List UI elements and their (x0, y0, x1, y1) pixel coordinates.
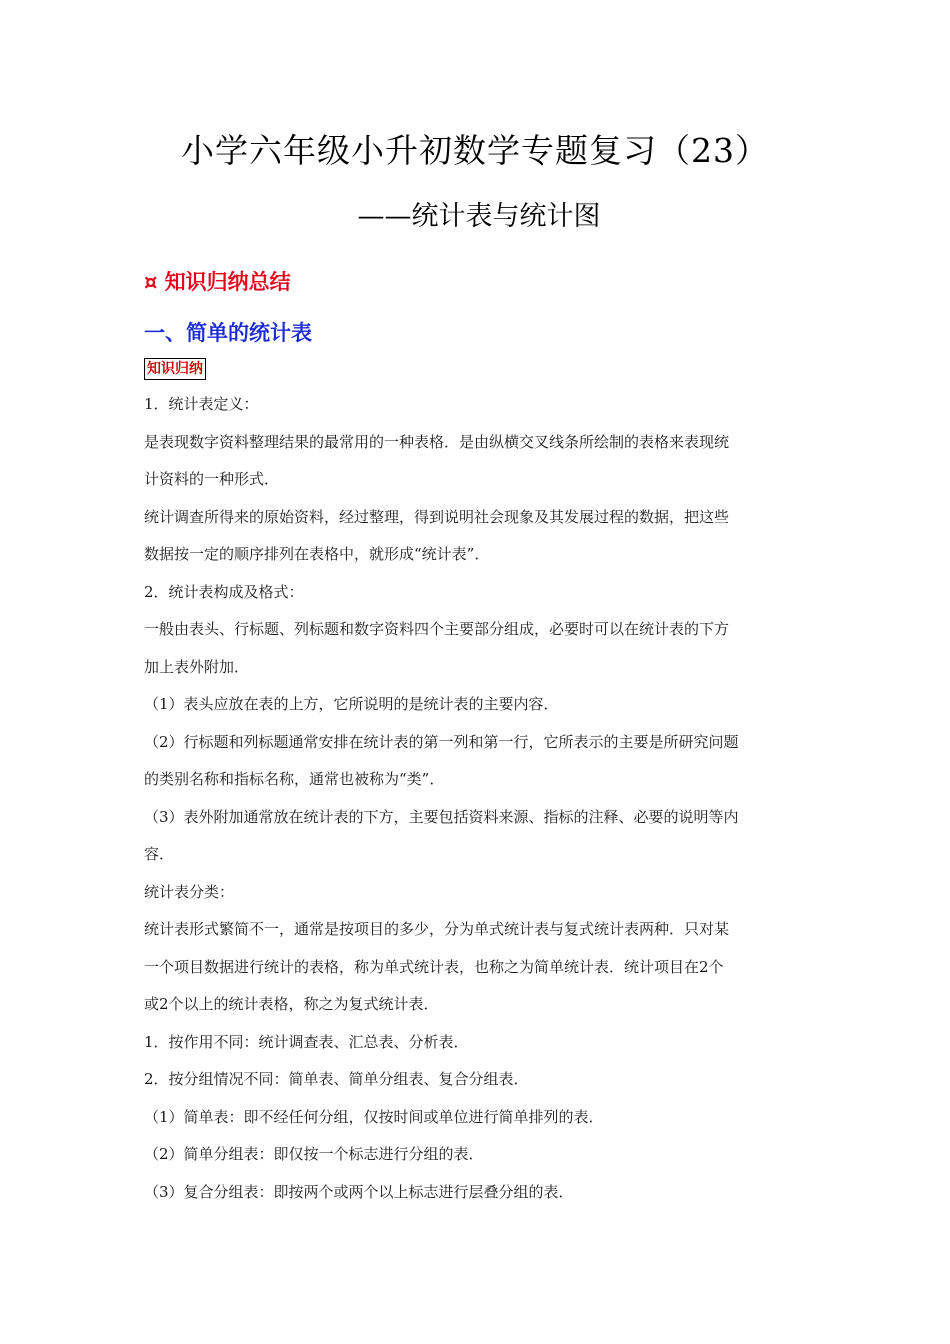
text-line: （2）行标题和列标题通常安排在统计表的第一列和第一行，它所表示的主要是所研究问题 (144, 732, 739, 751)
knowledge-tag: 知识归纳 (144, 358, 206, 380)
text-line: 计资料的一种形式． (144, 470, 280, 488)
body-text (144, 390, 812, 1215)
text-line: 是表现数字资料整理结果的最常用的一种表格．是由纵横交叉线条所绘制的表格来表现统 (144, 432, 730, 451)
text-line: 一个项目数据进行统计的表格，称为单式统计表，也称之为简单统计表．统计项目在2个 (144, 957, 724, 976)
text-line: 一般由表头、行标题、列标题和数字资料四个主要部分组成，必要时可以在统计表的下方 (144, 620, 730, 638)
text-line: 统计表分类： (144, 882, 235, 901)
section-header: ¤ 知识归纳总结 (144, 270, 291, 294)
text-line: 容． (144, 845, 175, 863)
text-line: 加上表外附加． (144, 657, 250, 676)
text-line: 1．按作用不同：统计调查表、汇总表、分析表． (144, 1032, 469, 1051)
section-title: 一、简单的统计表 (144, 321, 312, 345)
text-line: 或2个以上的统计表格，称之为复式统计表． (144, 995, 439, 1013)
text-line: （2）简单分组表：即仅按一个标志进行分组的表． (144, 1145, 484, 1163)
text-line: 统计调查所得来的原始资料，经过整理，得到说明社会现象及其发展过程的数据，把这些 (144, 507, 730, 526)
text-line: （1）表头应放在表的上方，它所说明的是统计表的主要内容． (144, 695, 559, 713)
text-line: （3）复合分组表：即按两个或两个以上标志进行层叠分组的表． (144, 1182, 574, 1201)
text-line: 1．统计表定义： (144, 395, 259, 413)
text-line: 统计表形式繁简不一，通常是按项目的多少，分为单式统计表与复式统计表两种．只对某 (144, 920, 730, 938)
text-line: （1）简单表：即不经任何分组，仅按时间或单位进行简单排列的表． (144, 1107, 604, 1126)
text-line: 2．统计表构成及格式： (144, 582, 304, 601)
text-line: （3）表外附加通常放在统计表的下方，主要包括资料来源、指标的注释、必要的说明等内 (144, 807, 739, 826)
text-line: 2．按分组情况不同：简单表、简单分组表、复合分组表． (144, 1070, 529, 1088)
document-title: 小学六年级小升初数学专题复习（23） (181, 131, 769, 170)
text-line: 数据按一定的顺序排列在表格中，就形成“统计表”． (144, 545, 490, 563)
document-subtitle: ——统计表与统计图 (357, 201, 601, 232)
text-line: 的类别名称和指标名称，通常也被称为“类”． (144, 770, 445, 788)
